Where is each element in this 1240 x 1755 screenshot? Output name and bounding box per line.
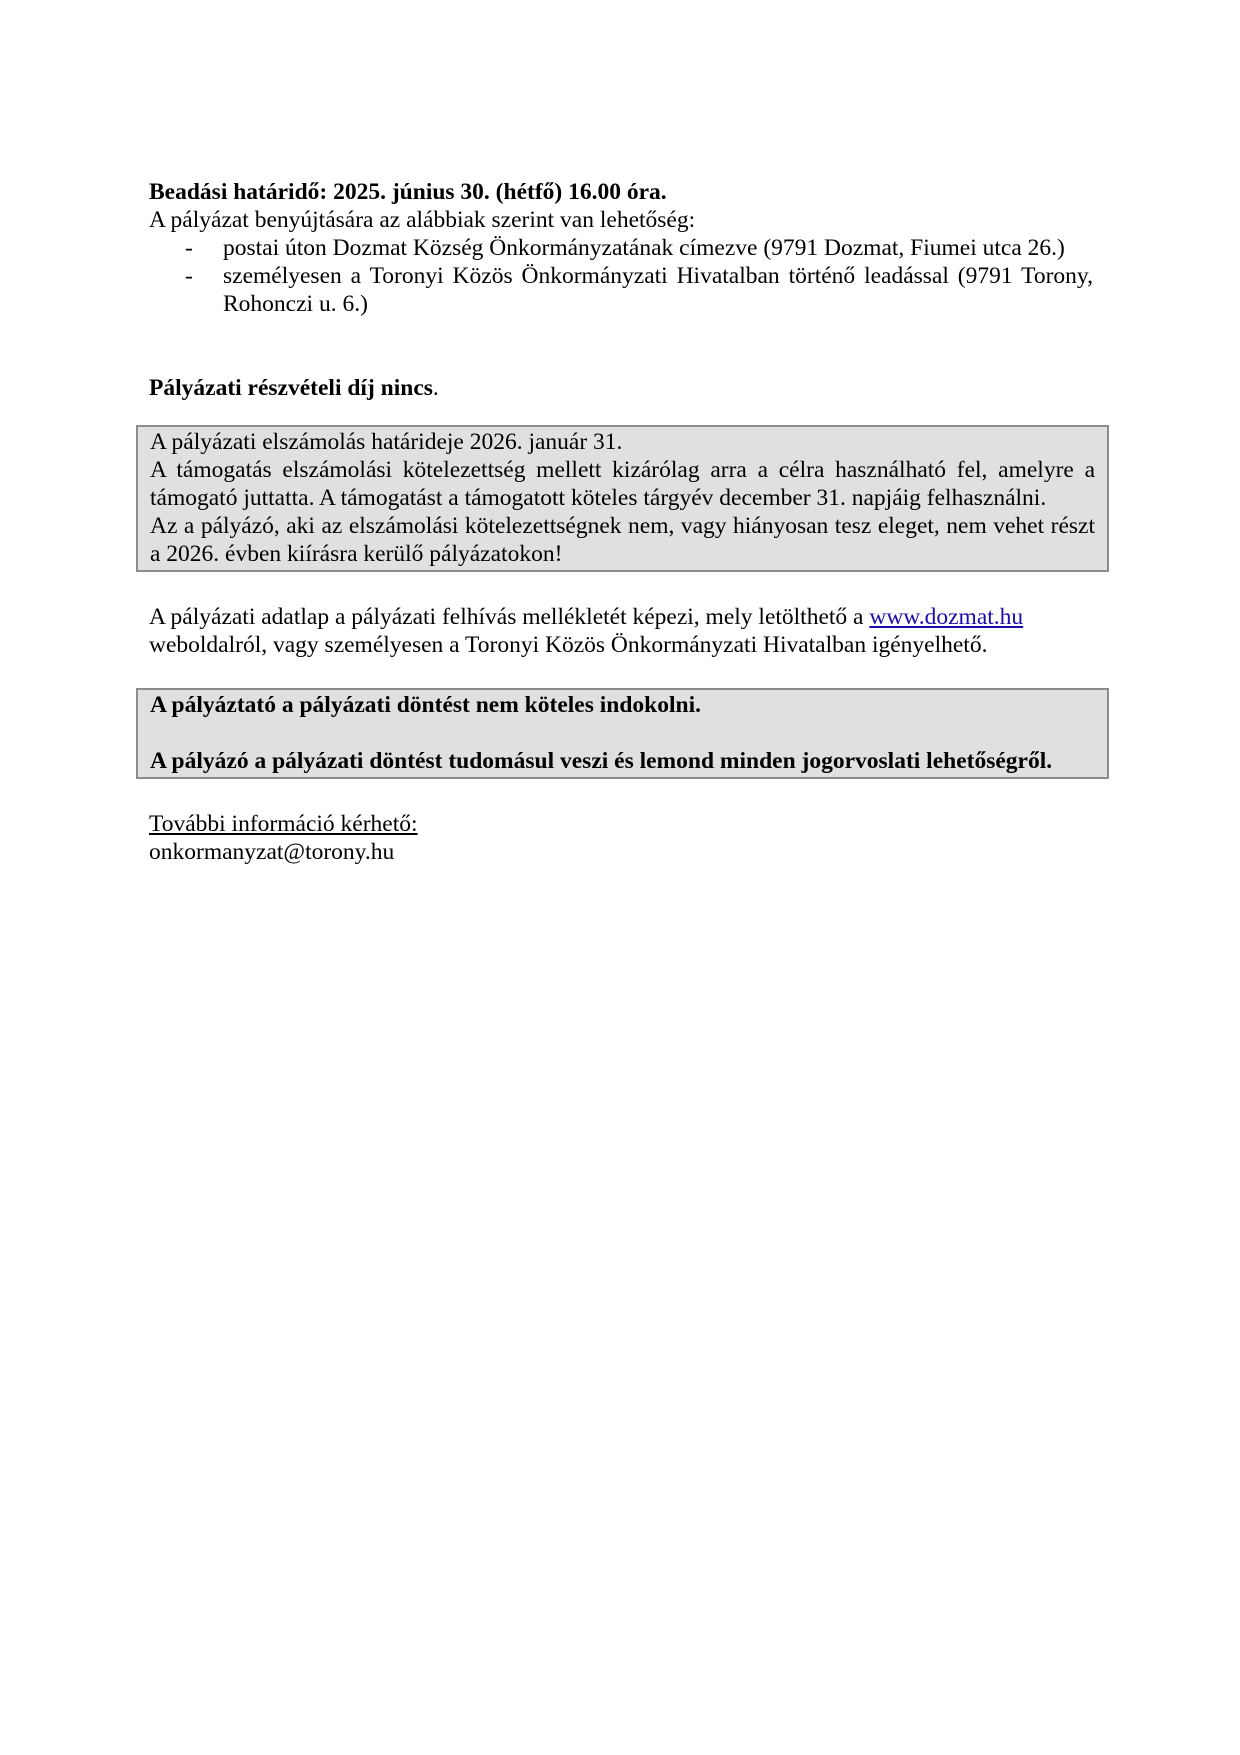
participation-fee-text: Pályázati részvételi díj nincs — [149, 375, 433, 401]
submission-options-list — [149, 234, 1097, 318]
submission-intro: A pályázat benyújtására az alábbiak szerint van lehetőség: — [149, 207, 696, 233]
decision-no-justification: A pályáztató a pályázati döntést nem köteles indokolni. — [150, 692, 701, 718]
dozmat-website-link[interactable]: www.dozmat.hu — [869, 604, 1024, 630]
settlement-deadline: A pályázati elszámolás határideje 2026. január 31. — [150, 429, 623, 455]
settlement-obligation: A támogatás elszámolási kötelezettség mellett kizárólag arra a célra használható fel, amelyre a támogató juttatta. A támogatást a támogatott köteles tárgyév december 31. napjáig felhasználni. — [150, 457, 1095, 511]
settlement-warning: Az a pályázó, aki az elszámolási kötelezettségnek nem, vagy hiányosan tesz eleget, nem vehet részt a 2026. évben kiírásra kerülő pályázatokon! — [150, 513, 1095, 567]
submission-option-text: postai úton Dozmat Község Önkormányzatának címezve (9791 Dozmat, Fiumei utca 26.) — [223, 235, 1065, 261]
form-info-text-before: A pályázati adatlap a pályázati felhívás mellékletét képezi, mely letölthető a — [149, 604, 870, 630]
contact-email: onkormanyzat@torony.hu — [149, 839, 395, 865]
document-body — [149, 178, 1097, 866]
participation-fee-note — [149, 374, 1097, 402]
submission-option-personal — [149, 262, 1097, 318]
submission-option-postal — [149, 234, 1097, 262]
application-form-info — [149, 603, 1097, 659]
submission-deadline-heading: Beadási határidő: 2025. június 30. (hétfő) 16.00 óra. — [149, 179, 667, 205]
decision-no-appeal: A pályázó a pályázati döntést tudomásul veszi és lemond minden jogorvoslati lehetőségről. — [150, 748, 1053, 774]
form-info-text-after: weboldalról, vagy személyesen a Toronyi Közös Önkormányzati Hivatalban igényelhető. — [149, 632, 988, 658]
settlement-info-box — [136, 425, 1109, 572]
list-bullet: - — [185, 235, 193, 261]
participation-fee-period: . — [432, 375, 439, 401]
list-bullet: - — [185, 263, 193, 289]
decision-info-box — [136, 688, 1109, 779]
contact-label: További információ kérhető: — [149, 811, 418, 837]
submission-option-text: személyesen a Toronyi Közös Önkormányzati Hivatalban történő leadással (9791 Torony, Rohonczi u. 6.) — [223, 263, 1093, 317]
